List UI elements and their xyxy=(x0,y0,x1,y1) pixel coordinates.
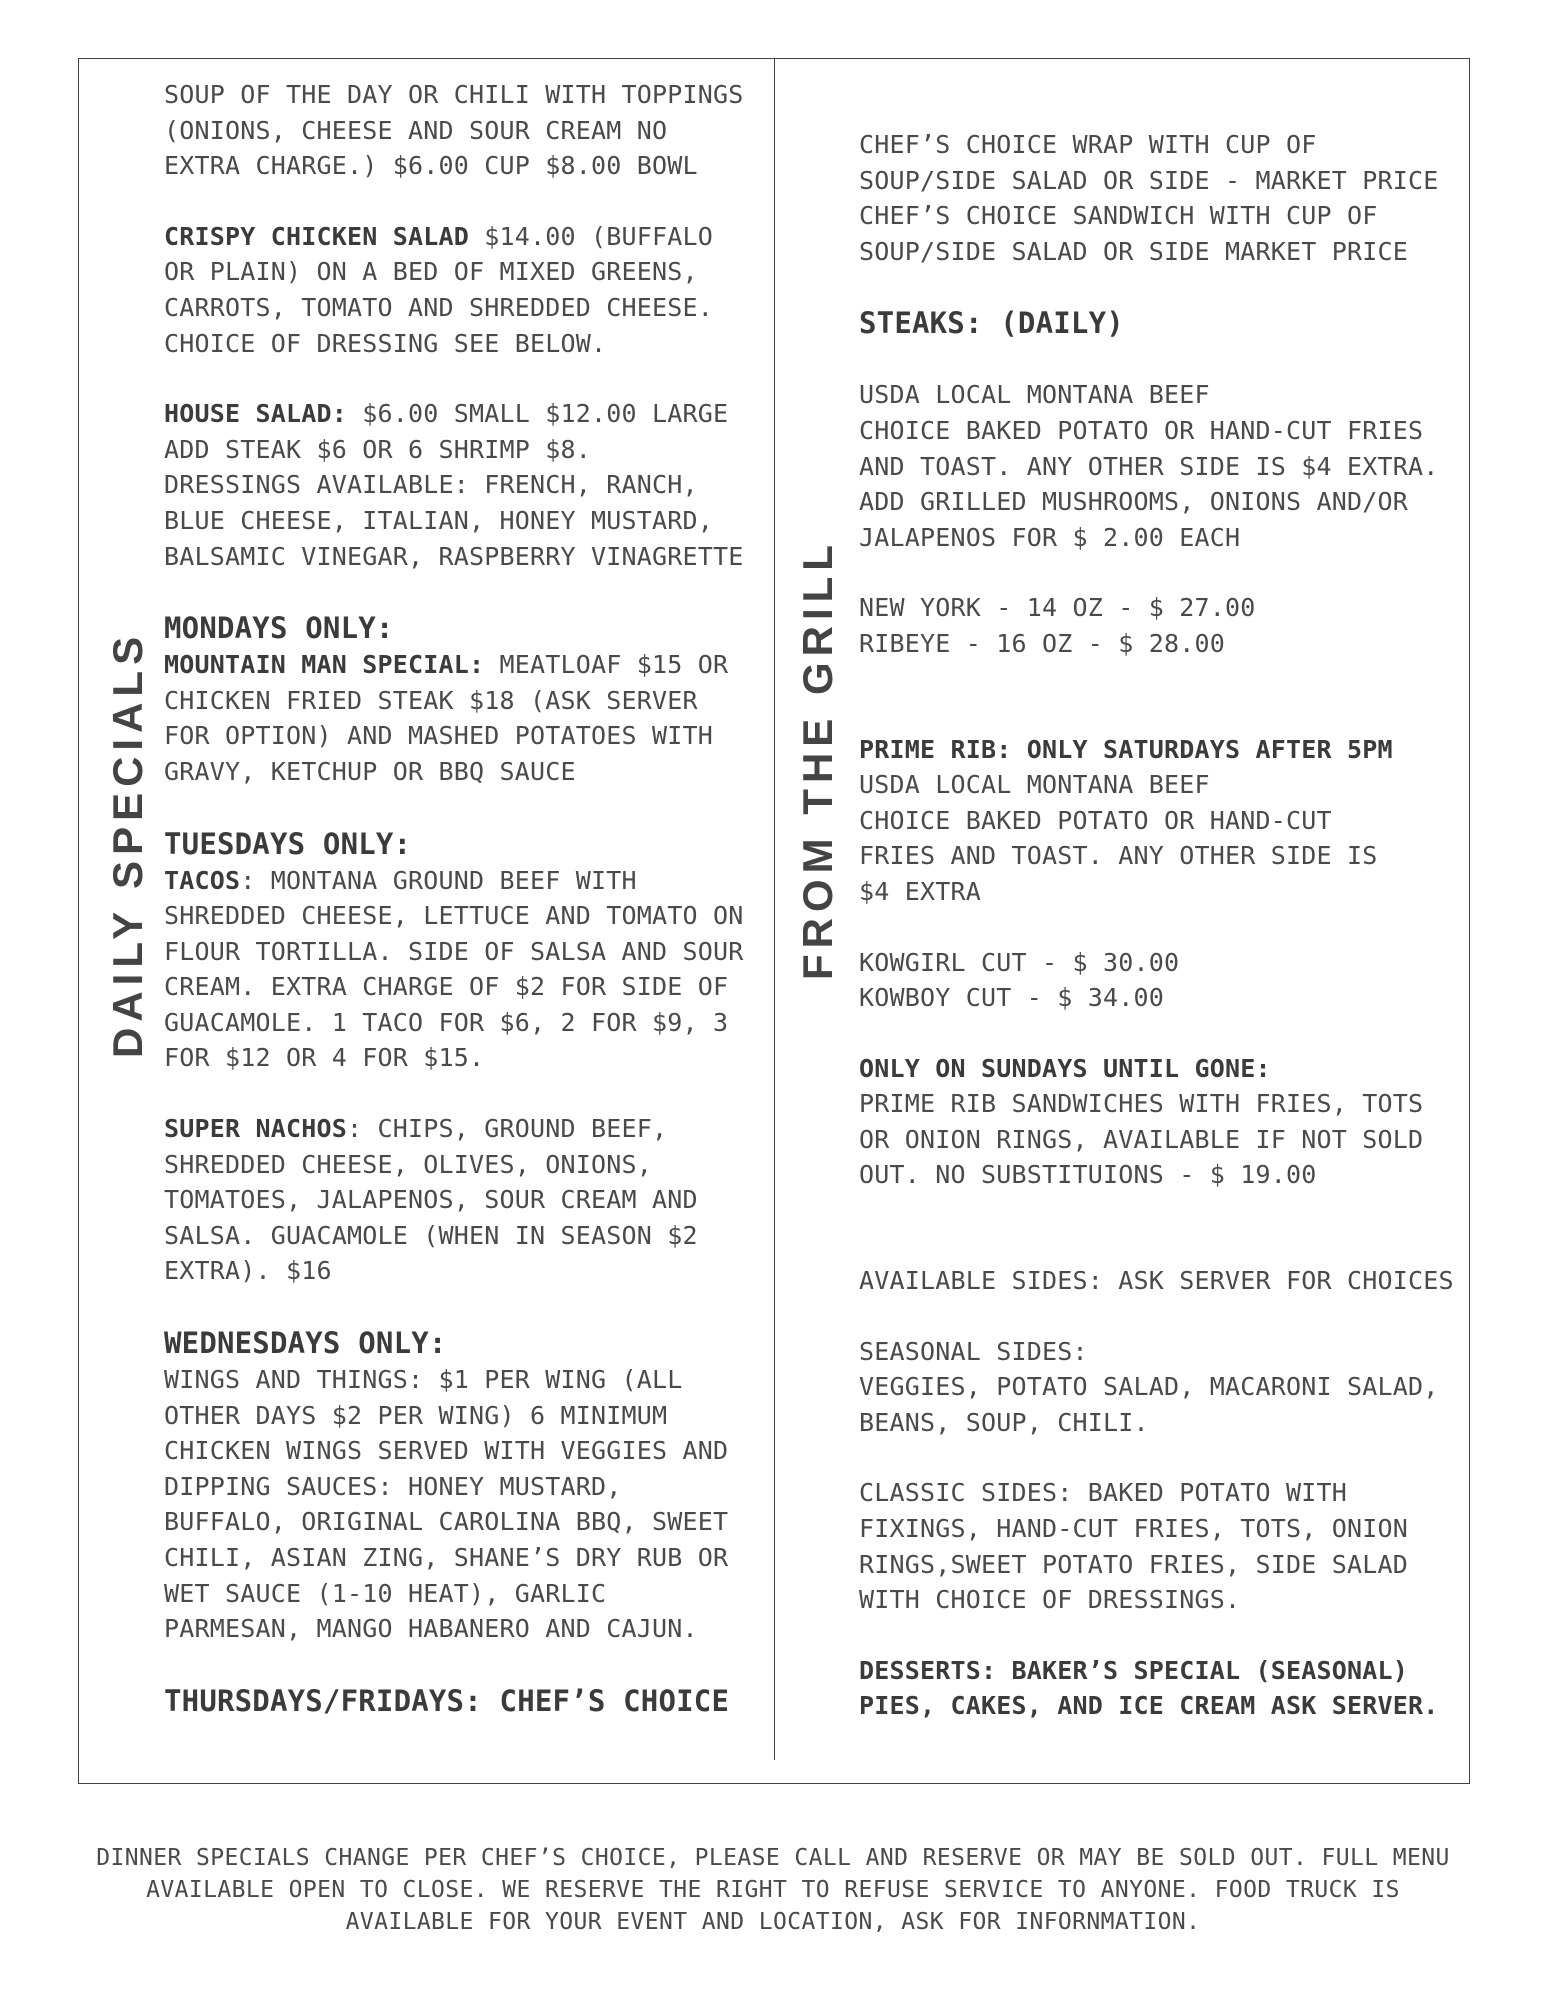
mountain-man-special xyxy=(164,647,770,683)
wednesday-line: PARMESAN, MANGO HABANERO AND CAJUN. xyxy=(164,1614,698,1644)
soup-line: EXTRA CHARGE.) $6.00 CUP $8.00 BOWL xyxy=(164,151,698,181)
house-line: BLUE CHEESE, ITALIAN, HONEY MUSTARD, xyxy=(164,505,714,535)
crispy-chicken-salad xyxy=(164,219,770,255)
thursdays-fridays-heading: THURSDAYS/FRIDAYS: CHEF’S CHOICE xyxy=(164,1683,730,1718)
crispy-chicken-salad-label: CRISPY CHICKEN SALAD xyxy=(164,221,470,251)
wednesdays-heading: WEDNESDAYS ONLY: xyxy=(164,1326,447,1361)
super-nachos-text: : CHIPS, GROUND BEEF, xyxy=(347,1114,668,1144)
crispy-chicken-salad-price: $14.00 (BUFFALO xyxy=(469,221,714,251)
wednesday-line: CHILI, ASIAN ZING, SHANE’S DRY RUB OR xyxy=(164,1543,729,1572)
wrap-line: SOUP/SIDE SALAD OR SIDE MARKET PRICE xyxy=(859,236,1409,266)
mountain-man-text: MEATLOAF $15 OR xyxy=(484,650,729,680)
sunday-line: OUT. NO SUBSTITUIONS - $ 19.00 xyxy=(859,1160,1317,1190)
crispy-line: CARROTS, TOMATO AND SHREDDED CHEESE. xyxy=(164,292,714,322)
super-nachos-label: SUPER NACHOS xyxy=(164,1114,348,1144)
super-nachos xyxy=(164,1111,770,1147)
sunday-line: PRIME RIB SANDWICHES WITH FRIES, TOTS xyxy=(859,1089,1424,1119)
tuesday-line: FLOUR TORTILLA. SIDE OF SALSA AND SOUR xyxy=(164,936,744,966)
sunday-heading: ONLY ON SUNDAYS UNTIL GONE: xyxy=(859,1053,1271,1083)
classic-sides-line: WITH CHOICE OF DRESSINGS. xyxy=(859,1585,1241,1615)
classic-sides-line: CLASSIC SIDES: BAKED POTATO WITH xyxy=(859,1478,1348,1508)
wednesday-line: WINGS AND THINGS: $1 PER WING (ALL xyxy=(164,1365,683,1395)
house-salad-price: $6.00 SMALL $12.00 LARGE xyxy=(347,399,729,429)
prime-rib-heading: PRIME RIB: ONLY SATURDAYS AFTER 5PM xyxy=(859,734,1393,764)
tuesday-line: SHREDDED CHEESE, LETTUCE AND TOMATO ON xyxy=(164,901,744,931)
mountain-man-label: MOUNTAIN MAN SPECIAL: xyxy=(164,650,485,680)
from-the-grill-column xyxy=(859,127,1465,1724)
footer-line: AVAILABLE OPEN TO CLOSE. WE RESERVE THE RIGHT TO REFUSE SERVICE TO ANYONE. FOOD TRUCK IS xyxy=(146,1877,1400,1903)
seasonal-sides-line: VEGGIES, POTATO SALAD, MACARONI SALAD, xyxy=(859,1372,1439,1402)
seasonal-sides-line: SEASONAL SIDES: xyxy=(859,1336,1088,1366)
prime-rib-line: USDA LOCAL MONTANA BEEF xyxy=(859,770,1210,800)
wednesday-line: WET SAUCE (1-10 HEAT), GARLIC xyxy=(164,1578,607,1608)
house-line: ADD STEAK $6 OR 6 SHRIMP $8. xyxy=(164,434,592,464)
tuesdays-heading: TUESDAYS ONLY: xyxy=(164,826,412,861)
footer-line: AVAILABLE FOR YOUR EVENT AND LOCATION, ASK FOR INFORNMATION. xyxy=(345,1909,1201,1935)
daily-specials-column xyxy=(164,77,770,1720)
wednesday-line: DIPPING SAUCES: HONEY MUSTARD, xyxy=(164,1471,622,1501)
seasonal-sides-line: BEANS, SOUP, CHILI. xyxy=(859,1407,1149,1437)
house-line: DRESSINGS AVAILABLE: FRENCH, RANCH, xyxy=(164,470,698,500)
prime-rib-line: CHOICE BAKED POTATO OR HAND-CUT xyxy=(859,805,1332,835)
nachos-line: TOMATOES, JALAPENOS, SOUR CREAM AND xyxy=(164,1185,698,1215)
prime-rib-cut-kowgirl: KOWGIRL CUT - $ 30.00 xyxy=(859,947,1180,977)
steaks-line: CHOICE BAKED POTATO OR HAND-CUT FRIES xyxy=(859,415,1424,445)
wednesday-line: CHICKEN WINGS SERVED WITH VEGGIES AND xyxy=(164,1436,729,1466)
desserts-line: DESSERTS: BAKER’S SPECIAL (SEASONAL) xyxy=(859,1655,1409,1685)
crispy-line: CHOICE OF DRESSING SEE BELOW. xyxy=(164,328,607,358)
wednesday-line: OTHER DAYS $2 PER WING) 6 MINIMUM xyxy=(164,1400,668,1430)
nachos-line: SALSA. GUACAMOLE (WHEN IN SEASON $2 xyxy=(164,1220,698,1250)
house-salad xyxy=(164,396,770,432)
tacos xyxy=(164,863,770,899)
monday-line: GRAVY, KETCHUP OR BBQ SAUCE xyxy=(164,756,576,786)
prime-rib-cut-kowboy: KOWBOY CUT - $ 34.00 xyxy=(859,983,1165,1013)
monday-line: FOR OPTION) AND MASHED POTATOES WITH xyxy=(164,721,714,751)
available-sides: AVAILABLE SIDES: ASK SERVER FOR CHOICES xyxy=(859,1266,1454,1296)
daily-specials-title: DAILY SPECIALS xyxy=(104,630,151,1058)
tacos-label: TACOS xyxy=(164,865,241,895)
classic-sides-line: RINGS,SWEET POTATO FRIES, SIDE SALAD xyxy=(859,1549,1409,1579)
wednesday-line: BUFFALO, ORIGINAL CAROLINA BBQ, SWEET xyxy=(164,1507,729,1537)
sunday-line: OR ONION RINGS, AVAILABLE IF NOT SOLD xyxy=(859,1124,1424,1154)
classic-sides-line: FIXINGS, HAND-CUT FRIES, TOTS, ONION xyxy=(859,1514,1409,1544)
tuesday-line: FOR $12 OR 4 FOR $15. xyxy=(164,1043,485,1073)
mondays-heading: MONDAYS ONLY: xyxy=(164,611,394,646)
prime-rib-line: FRIES AND TOAST. ANY OTHER SIDE IS xyxy=(859,841,1378,871)
house-line: BALSAMIC VINEGAR, RASPBERRY VINAGRETTE xyxy=(164,541,744,571)
from-the-grill-title: FROM THE GRILL xyxy=(794,539,841,980)
soup-line: SOUP OF THE DAY OR CHILI WITH TOPPINGS xyxy=(164,80,744,109)
tacos-text: : MONTANA GROUND BEEF WITH xyxy=(240,865,637,895)
footer-line: DINNER SPECIALS CHANGE PER CHEF’S CHOICE, PLEASE CALL AND RESERVE OR MAY BE SOLD OUT. FULL MENU xyxy=(96,1845,1450,1871)
desserts-line: PIES, CAKES, AND ICE CREAM ASK SERVER. xyxy=(859,1691,1439,1721)
nachos-line: SHREDDED CHEESE, OLIVES, ONIONS, xyxy=(164,1149,653,1179)
soup-line: (ONIONS, CHEESE AND SOUR CREAM NO xyxy=(164,115,668,145)
prime-rib-line: $4 EXTRA xyxy=(859,876,982,906)
house-salad-label: HOUSE SALAD: xyxy=(164,399,348,429)
wrap-line: CHEF’S CHOICE SANDWICH WITH CUP OF xyxy=(859,201,1378,231)
tuesday-line: GUACAMOLE. 1 TACO FOR $6, 2 FOR $9, 3 xyxy=(164,1007,729,1037)
monday-line: CHICKEN FRIED STEAK $18 (ASK SERVER xyxy=(164,685,698,715)
steaks-line: JALAPENOS FOR $ 2.00 EACH xyxy=(859,522,1241,552)
steak-cut-ribeye: RIBEYE - 16 OZ - $ 28.00 xyxy=(859,628,1226,658)
steaks-line: ADD GRILLED MUSHROOMS, ONIONS AND/OR xyxy=(859,487,1409,517)
crispy-line: OR PLAIN) ON A BED OF MIXED GREENS, xyxy=(164,257,698,287)
steaks-line: AND TOAST. ANY OTHER SIDE IS $4 EXTRA. xyxy=(859,451,1439,481)
steak-cut-new-york: NEW YORK - 14 OZ - $ 27.00 xyxy=(859,593,1256,623)
footer-notice xyxy=(60,1842,1486,1938)
steaks-line: USDA LOCAL MONTANA BEEF xyxy=(859,380,1210,410)
wrap-line: CHEF’S CHOICE WRAP WITH CUP OF xyxy=(859,130,1317,159)
steaks-heading: STEAKS: (DAILY) xyxy=(859,306,1124,341)
nachos-line: EXTRA). $16 xyxy=(164,1256,332,1286)
column-divider xyxy=(774,58,775,1760)
wrap-line: SOUP/SIDE SALAD OR SIDE - MARKET PRICE xyxy=(859,165,1439,195)
tuesday-line: CREAM. EXTRA CHARGE OF $2 FOR SIDE OF xyxy=(164,972,729,1002)
